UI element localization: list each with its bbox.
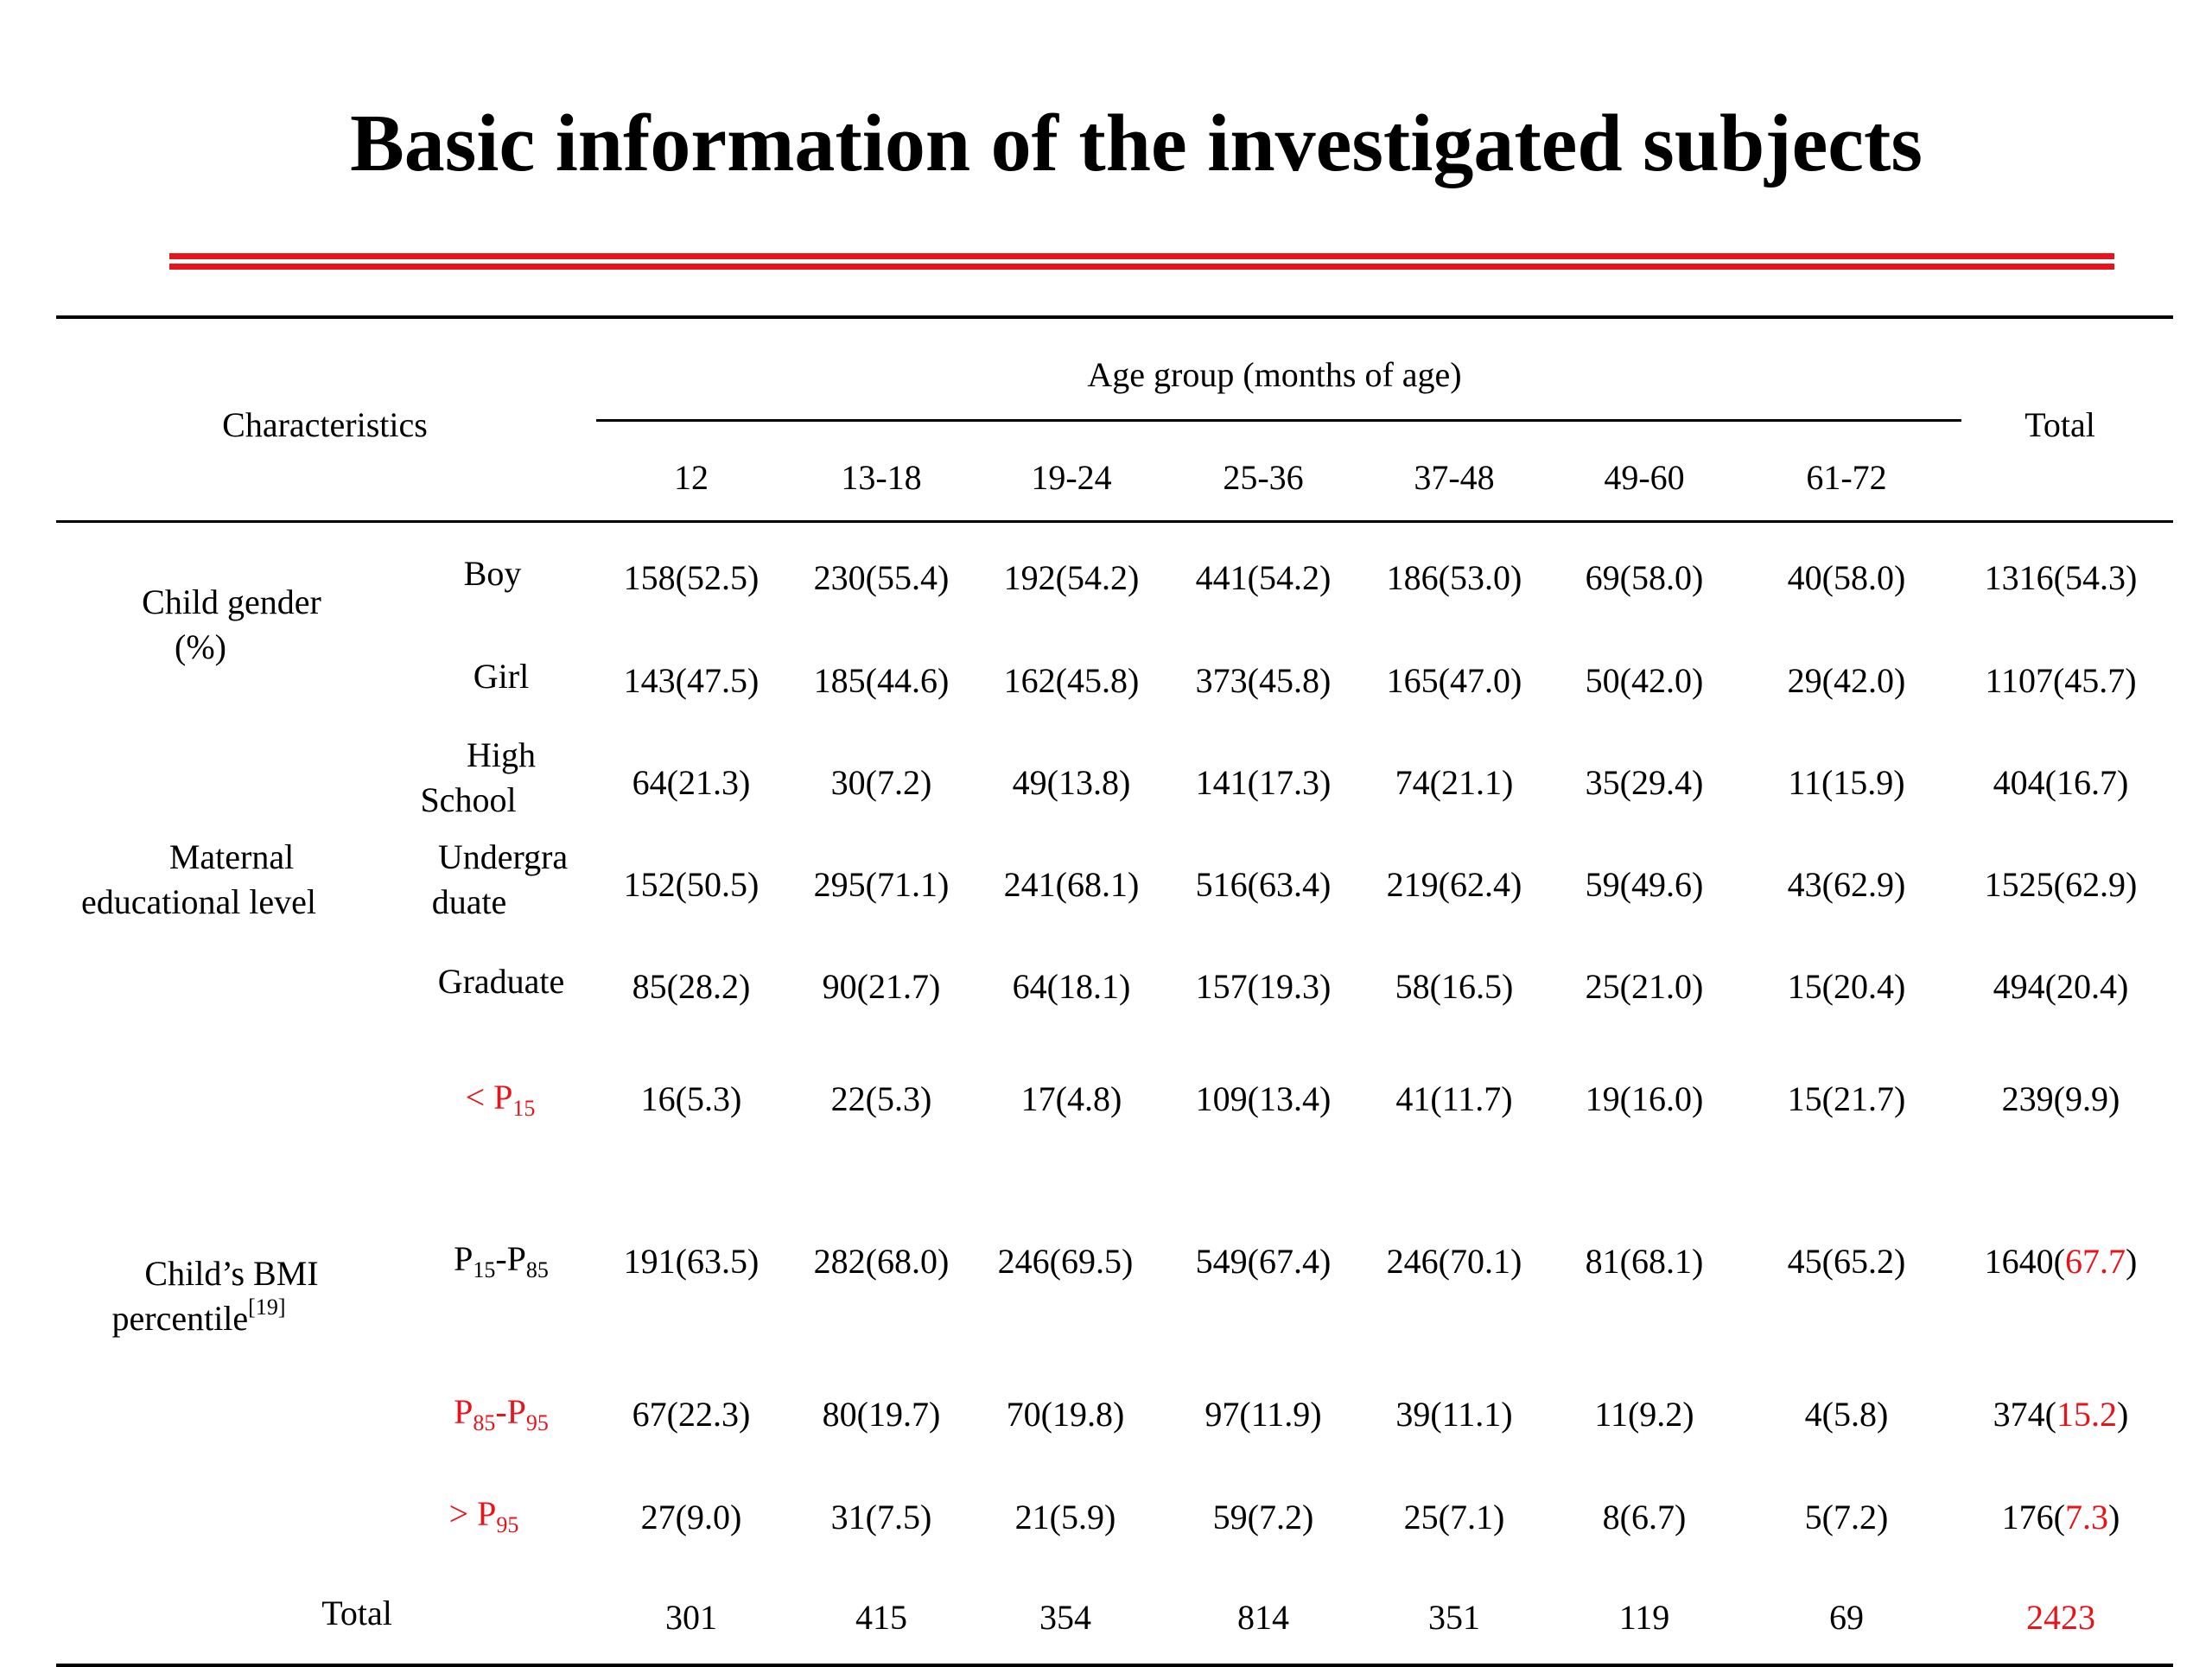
row-label-text: P — [454, 1239, 474, 1278]
group-label-child-gender: Child gender — [142, 582, 321, 621]
table-cell-total — [1985, 1244, 2138, 1279]
table-cell: 11(9.2) — [1594, 1395, 1694, 1434]
table-cell: 17(4.8) — [1020, 1079, 1122, 1118]
table-cell: 246(69.5) — [997, 1242, 1134, 1281]
table-cell: 230(55.4) — [813, 558, 950, 597]
table-cell: 219(62.4) — [1386, 865, 1522, 904]
row-label-text: P — [454, 1392, 474, 1431]
row-label-undergraduate: duate — [431, 882, 507, 921]
table-cell: 22(5.3) — [830, 1079, 932, 1118]
row-label-subscript: 95 — [496, 1512, 519, 1537]
table-cell: 1107(45.7) — [1985, 661, 2137, 700]
age-group-header: Age group (months of age) — [1087, 355, 1462, 394]
row-label-subscript: 95 — [525, 1410, 549, 1435]
table-cell: 1316(54.3) — [1984, 558, 2138, 597]
table-cell: 494(20.4) — [1993, 967, 2129, 1006]
table-cell: 157(19.3) — [1195, 967, 1332, 1006]
total-percent: 7.3 — [2065, 1498, 2108, 1537]
row-label-undergraduate: Undergra — [437, 837, 569, 876]
table-cell: 45(65.2) — [1787, 1242, 1906, 1281]
table-cell: 11(15.9) — [1788, 763, 1905, 802]
group-label-child-bmi — [111, 1295, 286, 1338]
total-close: ) — [2108, 1498, 2120, 1537]
table-cell: 90(21.7) — [822, 967, 941, 1006]
table-cell: 814 — [1237, 1598, 1289, 1637]
total-close: ) — [2126, 1242, 2138, 1281]
title-divider-top — [169, 253, 2114, 259]
table-cell: 29(42.0) — [1787, 661, 1906, 700]
table-bottom-rule — [56, 1664, 2173, 1667]
table-cell: 80(19.7) — [822, 1395, 941, 1434]
row-label-text: -P — [495, 1239, 526, 1278]
table-cell: 549(67.4) — [1195, 1242, 1332, 1281]
age-column-header: 49-60 — [1604, 458, 1685, 497]
table-cell: 1525(62.9) — [1984, 865, 2138, 904]
table-cell: 25(21.0) — [1585, 967, 1704, 1006]
grand-total: 2423 — [2026, 1598, 2095, 1637]
table-cell: 158(52.5) — [623, 558, 760, 597]
table-cell: 239(9.9) — [2001, 1079, 2120, 1118]
table-cell: 97(11.9) — [1205, 1395, 1322, 1434]
table-cell: 192(54.2) — [1003, 558, 1140, 597]
table-cell: 4(5.8) — [1804, 1395, 1889, 1434]
table-cell: 143(47.5) — [623, 661, 760, 700]
row-label-below-p15 — [465, 1078, 536, 1121]
age-column-header: 19-24 — [1031, 458, 1112, 497]
table-cell: 404(16.7) — [1993, 763, 2129, 802]
table-cell: 141(17.3) — [1195, 763, 1332, 802]
table-cell: 21(5.9) — [1014, 1498, 1116, 1537]
citation-reference: [19] — [248, 1295, 286, 1320]
total-percent: 15.2 — [2056, 1395, 2117, 1434]
row-label-high-school: High — [467, 735, 536, 774]
table-cell: 373(45.8) — [1195, 661, 1332, 700]
table-cell: 16(5.3) — [640, 1079, 742, 1118]
table-cell: 25(7.1) — [1403, 1498, 1505, 1537]
row-label-text: < P — [465, 1078, 513, 1117]
table-cell: 19(16.0) — [1585, 1079, 1704, 1118]
table-cell: 246(70.1) — [1386, 1242, 1522, 1281]
table-cell: 15(21.7) — [1787, 1079, 1906, 1118]
row-label-subscript: 15 — [512, 1096, 536, 1121]
table-cell: 8(6.7) — [1602, 1498, 1687, 1537]
table-cell: 351 — [1428, 1598, 1480, 1637]
group-label-child-bmi-text: percentile — [111, 1299, 249, 1338]
table-cell: 185(44.6) — [813, 661, 950, 700]
row-label-graduate: Graduate — [437, 962, 565, 1001]
table-cell: 35(29.4) — [1585, 763, 1704, 802]
table-cell: 49(13.8) — [1012, 763, 1131, 802]
row-label-subscript: 85 — [525, 1257, 549, 1282]
table-cell: 40(58.0) — [1787, 558, 1906, 597]
age-column-header: 25-36 — [1223, 458, 1304, 497]
table-cell: 31(7.5) — [830, 1498, 932, 1537]
row-label-text: > P — [448, 1494, 497, 1533]
row-label-total: Total — [321, 1594, 392, 1632]
table-cell: 162(45.8) — [1003, 661, 1140, 700]
table-cell-total — [2002, 1500, 2120, 1535]
table-cell: 415 — [855, 1598, 907, 1637]
age-column-header: 12 — [674, 458, 709, 497]
row-label-subscript: 85 — [473, 1410, 496, 1435]
row-label-girl: Girl — [473, 657, 530, 696]
table-cell: 39(11.1) — [1395, 1395, 1513, 1434]
table-cell: 301 — [665, 1598, 717, 1637]
row-label-boy: Boy — [463, 554, 522, 593]
table-cell: 43(62.9) — [1787, 865, 1906, 904]
table-cell: 119 — [1618, 1598, 1670, 1637]
table-cell: 186(53.0) — [1386, 558, 1522, 597]
row-label-subscript: 15 — [473, 1257, 496, 1282]
age-column-header: 61-72 — [1806, 458, 1887, 497]
table-cell: 295(71.1) — [813, 865, 950, 904]
total-percent: 67.7 — [2065, 1242, 2126, 1281]
table-cell: 191(63.5) — [623, 1242, 760, 1281]
title-divider-bottom — [169, 264, 2114, 270]
age-group-rule — [596, 419, 1961, 422]
table-cell: 64(21.3) — [632, 763, 751, 802]
table-cell: 41(11.7) — [1395, 1079, 1513, 1118]
group-label-child-bmi: Child’s BMI — [144, 1254, 319, 1293]
table-cell: 109(13.4) — [1195, 1079, 1332, 1118]
total-close: ) — [2117, 1395, 2129, 1434]
table-cell: 64(18.1) — [1012, 967, 1131, 1006]
table-cell: 15(20.4) — [1787, 967, 1906, 1006]
row-label-p15-p85 — [454, 1239, 549, 1282]
total-header: Total — [2024, 405, 2095, 444]
table-cell: 58(16.5) — [1395, 967, 1514, 1006]
total-count: 176( — [2001, 1498, 2065, 1537]
table-cell: 152(50.5) — [623, 865, 760, 904]
header-bottom-rule — [56, 520, 2173, 523]
table-cell: 74(21.1) — [1395, 763, 1514, 802]
group-label-child-gender-unit: (%) — [175, 627, 226, 666]
table-cell: 165(47.0) — [1386, 661, 1522, 700]
row-label-text: -P — [495, 1392, 526, 1431]
age-column-header: 37-48 — [1414, 458, 1495, 497]
table-cell: 241(68.1) — [1003, 865, 1140, 904]
table-cell: 67(22.3) — [632, 1395, 751, 1434]
total-count: 1640( — [1984, 1242, 2065, 1281]
table-cell: 69(58.0) — [1585, 558, 1704, 597]
table-top-rule — [56, 315, 2173, 319]
table-cell-total — [1993, 1397, 2129, 1432]
row-label-above-p95 — [448, 1494, 519, 1537]
table-cell: 59(49.6) — [1585, 865, 1704, 904]
total-count: 374( — [1993, 1395, 2056, 1434]
table-cell: 59(7.2) — [1212, 1498, 1314, 1537]
slide-title: Basic information of the investigated subjects — [350, 99, 1923, 188]
table-cell: 516(63.4) — [1195, 865, 1332, 904]
row-label-high-school: School — [420, 780, 517, 819]
table-cell: 30(7.2) — [830, 763, 932, 802]
table-cell: 5(7.2) — [1804, 1498, 1889, 1537]
table-cell: 354 — [1039, 1598, 1091, 1637]
table-cell: 441(54.2) — [1195, 558, 1332, 597]
table-cell: 50(42.0) — [1585, 661, 1704, 700]
table-cell: 70(19.8) — [1006, 1395, 1125, 1434]
group-label-maternal-education: educational level — [80, 882, 317, 921]
table-cell: 81(68.1) — [1585, 1242, 1704, 1281]
table-cell: 282(68.0) — [813, 1242, 950, 1281]
table-cell: 85(28.2) — [632, 967, 751, 1006]
table-cell: 69 — [1829, 1598, 1864, 1637]
group-label-maternal-education: Maternal — [168, 837, 295, 876]
table-cell: 27(9.0) — [640, 1498, 742, 1537]
characteristics-header: Characteristics — [222, 405, 428, 444]
row-label-p85-p95 — [454, 1392, 549, 1435]
age-column-header: 13-18 — [841, 458, 922, 497]
